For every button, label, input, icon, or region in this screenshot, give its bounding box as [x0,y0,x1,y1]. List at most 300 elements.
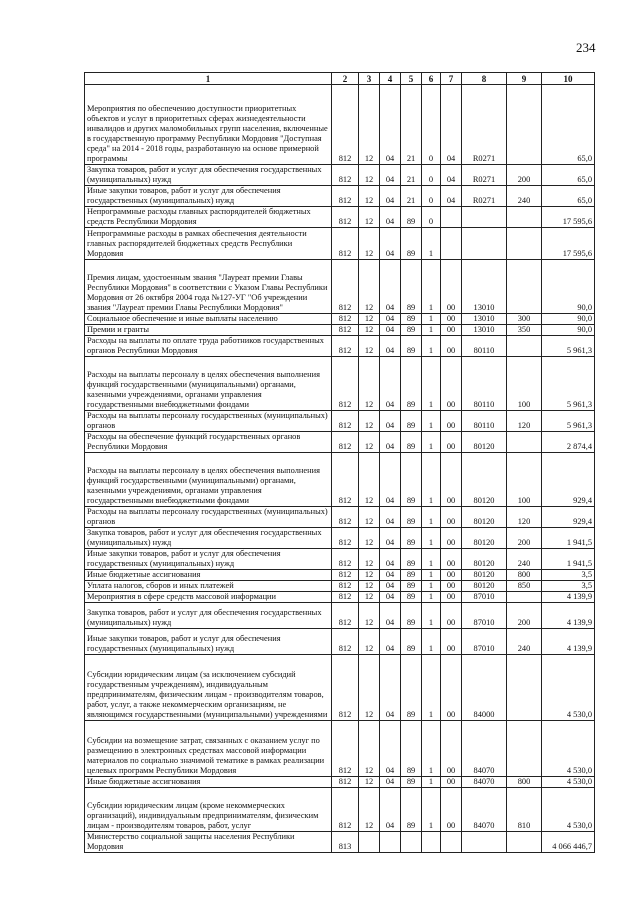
row-code-cell: 929,4 [542,453,595,507]
row-code-cell: 12 [359,357,380,411]
row-code-cell: 89 [401,777,422,788]
row-code-cell: 00 [441,777,462,788]
row-code-cell: 04 [441,85,462,165]
row-code-cell: 04 [380,581,401,592]
row-code-cell: 120 [507,507,542,528]
table-row [85,453,595,507]
header-cell: 6 [422,73,441,85]
row-code-cell: 84070 [462,788,507,832]
row-code-cell: 89 [401,228,422,260]
row-code-cell: 04 [380,655,401,721]
row-code-cell: 812 [332,570,359,581]
row-name-cell: Расходы на выплаты по оплате труда работников государственных органов Республики Мордовия [85,336,332,357]
row-code-cell: 812 [332,357,359,411]
row-name-cell: Иные бюджетные ассигнования [85,777,332,788]
row-code-cell: 65,0 [542,85,595,165]
table-row [85,432,595,453]
row-code-cell: 00 [441,570,462,581]
row-code-cell: 1 [422,228,441,260]
row-code-cell: 12 [359,629,380,655]
table-row [85,581,595,592]
row-name-cell: Расходы на выплаты персоналу государственных (муниципальных) органов [85,507,332,528]
row-code-cell: 80110 [462,357,507,411]
row-code-cell: 5 961,3 [542,411,595,432]
row-code-cell: 100 [507,453,542,507]
row-code-cell [507,721,542,777]
row-code-cell: 1 [422,260,441,314]
table-row [85,228,595,260]
row-code-cell: 812 [332,549,359,570]
row-code-cell: 1 [422,788,441,832]
row-code-cell: 04 [380,165,401,186]
row-code-cell: 90,0 [542,314,595,325]
row-code-cell: 21 [401,85,422,165]
row-code-cell: 1 [422,336,441,357]
row-code-cell [422,832,441,853]
row-code-cell: 87010 [462,592,507,603]
row-name-cell: Субсидии юридическим лицам (за исключением субсидий государственным учреждениям), индивидуальным предпринимателям, физическим лицам - производителям товаров, работ, услуг, а также некоммерческим организациям, не являющимся государственными (муниципальными) учреждениями [85,655,332,721]
row-code-cell [507,592,542,603]
row-code-cell: 2 874,4 [542,432,595,453]
row-code-cell: 89 [401,336,422,357]
row-code-cell: 04 [441,186,462,207]
table-row [85,603,595,629]
row-code-cell: 00 [441,432,462,453]
row-name-cell: Закупка товаров, работ и услуг для обеспечения государственных (муниципальных) нужд [85,528,332,549]
row-code-cell [507,207,542,228]
table-row [85,325,595,336]
row-code-cell: 1 [422,592,441,603]
row-code-cell: 1 [422,777,441,788]
table-row [85,549,595,570]
row-code-cell [441,832,462,853]
row-code-cell: 812 [332,788,359,832]
table-body [85,85,595,853]
row-code-cell: 04 [380,228,401,260]
row-code-cell: 4 530,0 [542,777,595,788]
row-code-cell: 04 [380,453,401,507]
table-row [85,260,595,314]
row-code-cell: 350 [507,325,542,336]
row-code-cell: 1 [422,432,441,453]
row-name-cell: Непрограммные расходы главных распорядителей бюджетных средств Республики Мордовия [85,207,332,228]
row-name-cell: Расходы на выплаты персоналу в целях обеспечения выполнения функций государственными (муниципальными) органами, казенными учреждениями, органами управления государственными внебюджетными фондами [85,357,332,411]
row-code-cell: 89 [401,549,422,570]
row-code-cell: 5 961,3 [542,357,595,411]
row-code-cell: 65,0 [542,186,595,207]
row-code-cell: 1 [422,507,441,528]
row-code-cell: 04 [380,788,401,832]
row-code-cell: 89 [401,528,422,549]
row-code-cell: 200 [507,528,542,549]
row-name-cell: Мероприятия в сфере средств массовой информации [85,592,332,603]
row-code-cell: 12 [359,581,380,592]
table-row [85,186,595,207]
row-name-cell: Премии и гранты [85,325,332,336]
row-code-cell [462,207,507,228]
row-code-cell [507,85,542,165]
row-code-cell: 87010 [462,603,507,629]
row-code-cell: 812 [332,629,359,655]
row-name-cell: Закупка товаров, работ и услуг для обеспечения государственных (муниципальных) нужд [85,165,332,186]
budget-table [84,72,595,853]
row-code-cell: 4 139,9 [542,629,595,655]
row-code-cell [359,832,380,853]
row-code-cell: 120 [507,411,542,432]
row-code-cell: 13010 [462,314,507,325]
row-code-cell: 1 941,5 [542,549,595,570]
row-code-cell: 80120 [462,549,507,570]
row-name-cell: Иные закупки товаров, работ и услуг для обеспечения государственных (муниципальных) нужд [85,629,332,655]
row-code-cell: 00 [441,357,462,411]
row-code-cell [507,655,542,721]
row-code-cell: 12 [359,721,380,777]
row-code-cell: 12 [359,411,380,432]
row-code-cell: 1 [422,721,441,777]
row-code-cell [507,260,542,314]
row-code-cell: 12 [359,777,380,788]
row-name-cell: Закупка товаров, работ и услуг для обеспечения государственных (муниципальных) нужд [85,603,332,629]
row-code-cell: 812 [332,507,359,528]
row-code-cell: 21 [401,165,422,186]
row-code-cell: 17 595,6 [542,207,595,228]
row-code-cell: 04 [380,528,401,549]
row-code-cell: 1 [422,549,441,570]
table-row [85,85,595,165]
row-code-cell: 200 [507,165,542,186]
row-code-cell: 17 595,6 [542,228,595,260]
row-code-cell: 21 [401,186,422,207]
row-code-cell: 80120 [462,528,507,549]
row-code-cell: 12 [359,788,380,832]
row-code-cell: 1 [422,453,441,507]
row-code-cell: 810 [507,788,542,832]
row-code-cell: 89 [401,325,422,336]
row-code-cell: 800 [507,570,542,581]
row-code-cell: R0271 [462,85,507,165]
row-code-cell: 812 [332,581,359,592]
row-code-cell: 04 [380,357,401,411]
header-cell: 5 [401,73,422,85]
row-code-cell: 89 [401,507,422,528]
row-code-cell: 12 [359,336,380,357]
row-code-cell: 812 [332,314,359,325]
row-code-cell: 812 [332,165,359,186]
table-row [85,507,595,528]
row-name-cell: Расходы на выплаты персоналу государственных (муниципальных) органов [85,411,332,432]
row-code-cell: 812 [332,336,359,357]
row-code-cell: 812 [332,207,359,228]
row-code-cell: 89 [401,453,422,507]
row-code-cell [401,832,422,853]
row-code-cell: 812 [332,228,359,260]
row-code-cell: 4 530,0 [542,655,595,721]
row-code-cell: 812 [332,721,359,777]
row-code-cell: 89 [401,721,422,777]
row-code-cell: 00 [441,655,462,721]
row-code-cell [380,832,401,853]
row-code-cell: 1 [422,325,441,336]
row-code-cell: 12 [359,507,380,528]
row-code-cell: 80110 [462,411,507,432]
row-code-cell: 1 [422,581,441,592]
row-name-cell: Министерство социальной защиты населения Республики Мордовия [85,832,332,853]
row-code-cell: 04 [380,411,401,432]
row-code-cell: 89 [401,260,422,314]
row-code-cell: 89 [401,357,422,411]
row-code-cell: 4 530,0 [542,788,595,832]
table-row [85,411,595,432]
row-name-cell: Уплата налогов, сборов и иных платежей [85,581,332,592]
row-code-cell: 812 [332,592,359,603]
row-code-cell: 65,0 [542,165,595,186]
row-code-cell: 89 [401,788,422,832]
row-code-cell: 04 [380,336,401,357]
row-code-cell: 89 [401,592,422,603]
row-code-cell: 04 [380,207,401,228]
row-name-cell: Иные закупки товаров, работ и услуг для обеспечения государственных (муниципальных) нужд [85,186,332,207]
row-code-cell: 87010 [462,629,507,655]
row-code-cell: 12 [359,655,380,721]
row-code-cell: 89 [401,314,422,325]
row-code-cell: 5 961,3 [542,336,595,357]
row-code-cell: 812 [332,655,359,721]
row-code-cell: 00 [441,260,462,314]
row-code-cell: 04 [380,629,401,655]
row-code-cell [441,207,462,228]
row-code-cell: 200 [507,603,542,629]
table-row [85,528,595,549]
header-cell: 4 [380,73,401,85]
row-code-cell: 00 [441,721,462,777]
row-code-cell: 812 [332,603,359,629]
row-code-cell: 80120 [462,507,507,528]
row-code-cell: 04 [380,603,401,629]
header-row [85,73,595,85]
row-code-cell: 13010 [462,325,507,336]
row-code-cell: 100 [507,357,542,411]
row-code-cell: 0 [422,85,441,165]
row-code-cell: 1 [422,629,441,655]
row-code-cell: 00 [441,629,462,655]
row-code-cell: 90,0 [542,325,595,336]
row-code-cell: 84000 [462,655,507,721]
row-code-cell: 89 [401,603,422,629]
row-code-cell: 04 [380,721,401,777]
row-code-cell: 80120 [462,453,507,507]
row-code-cell: 0 [422,165,441,186]
row-code-cell: 0 [422,207,441,228]
row-code-cell: 12 [359,260,380,314]
row-code-cell: 812 [332,325,359,336]
row-code-cell: 4 139,9 [542,603,595,629]
row-name-cell: Субсидии на возмещение затрат, связанных с оказанием услуг по размещению в электронных средствах массовой информации материалов по социально значимой тематике в рамках реализации целевых программ Республики Мордовия [85,721,332,777]
header-cell: 2 [332,73,359,85]
row-code-cell: 04 [380,549,401,570]
table-row [85,592,595,603]
table-row [85,165,595,186]
row-code-cell: 90,0 [542,260,595,314]
table-row [85,207,595,228]
row-code-cell: 812 [332,432,359,453]
row-code-cell: 04 [380,592,401,603]
row-name-cell: Расходы на выплаты персоналу в целях обеспечения выполнения функций государственными (муниципальными) органами, казенными учреждениями, органами управления государственными внебюджетными фондами [85,453,332,507]
row-code-cell: 04 [380,325,401,336]
row-code-cell: 1 941,5 [542,528,595,549]
row-code-cell: 850 [507,581,542,592]
row-code-cell: 89 [401,411,422,432]
row-code-cell: 812 [332,453,359,507]
row-code-cell: 80120 [462,581,507,592]
row-code-cell: 04 [380,85,401,165]
table-row [85,721,595,777]
table-row [85,357,595,411]
row-name-cell: Субсидии юридическим лицам (кроме некоммерческих организаций), индивидуальным предпринимателям, физическим лицам - производителям товаров, работ, услуг [85,788,332,832]
row-code-cell: 12 [359,603,380,629]
row-code-cell: 04 [380,570,401,581]
row-code-cell: R0271 [462,165,507,186]
row-code-cell: 89 [401,581,422,592]
table-row [85,314,595,325]
row-code-cell: 812 [332,411,359,432]
table-row [85,336,595,357]
row-code-cell: 89 [401,629,422,655]
row-code-cell: 300 [507,314,542,325]
row-name-cell: Иные закупки товаров, работ и услуг для обеспечения государственных (муниципальных) нужд [85,549,332,570]
row-code-cell: 812 [332,85,359,165]
row-code-cell: 80110 [462,336,507,357]
row-code-cell: 00 [441,528,462,549]
row-code-cell: 1 [422,357,441,411]
row-code-cell: 84070 [462,721,507,777]
row-code-cell [462,832,507,853]
row-code-cell: 0 [422,186,441,207]
row-code-cell: 80120 [462,432,507,453]
row-code-cell: 12 [359,432,380,453]
row-name-cell: Премия лицам, удостоенным звания "Лауреат премии Главы Республики Мордовия" в соответствии с Указом Главы Республики Мордовия от 26 октября 2004 года №127-УГ "Об учреждении звания "Лауреат премии Главы Республики Мордовия" [85,260,332,314]
row-code-cell: 12 [359,453,380,507]
row-code-cell: 00 [441,336,462,357]
row-code-cell: 12 [359,549,380,570]
row-code-cell: 240 [507,629,542,655]
row-code-cell: 3,5 [542,570,595,581]
header-cell: 9 [507,73,542,85]
row-code-cell: 00 [441,453,462,507]
header-cell: 7 [441,73,462,85]
row-code-cell: 00 [441,581,462,592]
row-code-cell: 12 [359,325,380,336]
row-code-cell: 84070 [462,777,507,788]
row-code-cell: 80120 [462,570,507,581]
row-code-cell [507,336,542,357]
row-code-cell [441,228,462,260]
row-code-cell: 89 [401,570,422,581]
row-code-cell: 00 [441,507,462,528]
row-code-cell: 13010 [462,260,507,314]
row-code-cell: 12 [359,528,380,549]
row-name-cell: Социальное обеспечение и иные выплаты населению [85,314,332,325]
row-code-cell: 04 [380,186,401,207]
table-row [85,788,595,832]
row-code-cell: 12 [359,85,380,165]
row-code-cell: 89 [401,432,422,453]
row-code-cell: 04 [380,314,401,325]
header-cell: 3 [359,73,380,85]
row-code-cell: 1 [422,314,441,325]
row-code-cell: 3,5 [542,581,595,592]
row-code-cell: 1 [422,411,441,432]
table-row [85,570,595,581]
row-code-cell: 1 [422,528,441,549]
row-code-cell: 04 [441,165,462,186]
row-code-cell: 4 530,0 [542,721,595,777]
row-code-cell: 89 [401,655,422,721]
row-code-cell: 12 [359,186,380,207]
row-code-cell: 00 [441,788,462,832]
row-name-cell: Мероприятия по обеспечению доступности приоритетных объектов и услуг в приоритетных сферах жизнедеятельности инвалидов и других маломобильных групп населения, включенные в государственную программу Республики Мордовия "Доступная среда" на 2014 - 2018 годы, разработанную на основе примерной программы [85,85,332,165]
row-code-cell: 12 [359,314,380,325]
row-code-cell: 812 [332,777,359,788]
row-code-cell: 812 [332,260,359,314]
row-name-cell: Расходы на обеспечение функций государственных органов Республики Мордовия [85,432,332,453]
table-row [85,655,595,721]
row-code-cell: 04 [380,507,401,528]
row-code-cell: 00 [441,549,462,570]
row-code-cell: 800 [507,777,542,788]
row-code-cell [507,432,542,453]
row-code-cell: 1 [422,570,441,581]
row-code-cell [507,228,542,260]
row-code-cell: 00 [441,411,462,432]
row-code-cell: 00 [441,325,462,336]
row-code-cell: 240 [507,549,542,570]
row-code-cell: 89 [401,207,422,228]
row-code-cell: 04 [380,260,401,314]
row-code-cell: 04 [380,777,401,788]
row-code-cell [507,832,542,853]
row-code-cell: 00 [441,592,462,603]
header-cell: 10 [542,73,595,85]
row-code-cell: 4 139,9 [542,592,595,603]
row-code-cell: 00 [441,314,462,325]
row-code-cell: 4 066 446,7 [542,832,595,853]
row-code-cell: 04 [380,432,401,453]
row-code-cell: 12 [359,207,380,228]
row-code-cell [462,228,507,260]
header-cell: 8 [462,73,507,85]
row-code-cell: 929,4 [542,507,595,528]
row-name-cell: Непрограммные расходы в рамках обеспечения деятельности главных распорядителей бюджетных средств Республики Мордовия [85,228,332,260]
row-code-cell: 1 [422,603,441,629]
table-row [85,832,595,853]
row-code-cell: 1 [422,655,441,721]
row-name-cell: Иные бюджетные ассигнования [85,570,332,581]
row-code-cell: 12 [359,570,380,581]
row-code-cell: 240 [507,186,542,207]
row-code-cell: R0271 [462,186,507,207]
row-code-cell: 12 [359,228,380,260]
row-code-cell: 12 [359,165,380,186]
page-number: 234 [576,40,596,55]
row-code-cell: 813 [332,832,359,853]
table-row [85,777,595,788]
table-row [85,629,595,655]
row-code-cell: 812 [332,186,359,207]
header-cell: 1 [85,73,332,85]
row-code-cell: 812 [332,528,359,549]
row-code-cell: 00 [441,603,462,629]
row-code-cell: 12 [359,592,380,603]
